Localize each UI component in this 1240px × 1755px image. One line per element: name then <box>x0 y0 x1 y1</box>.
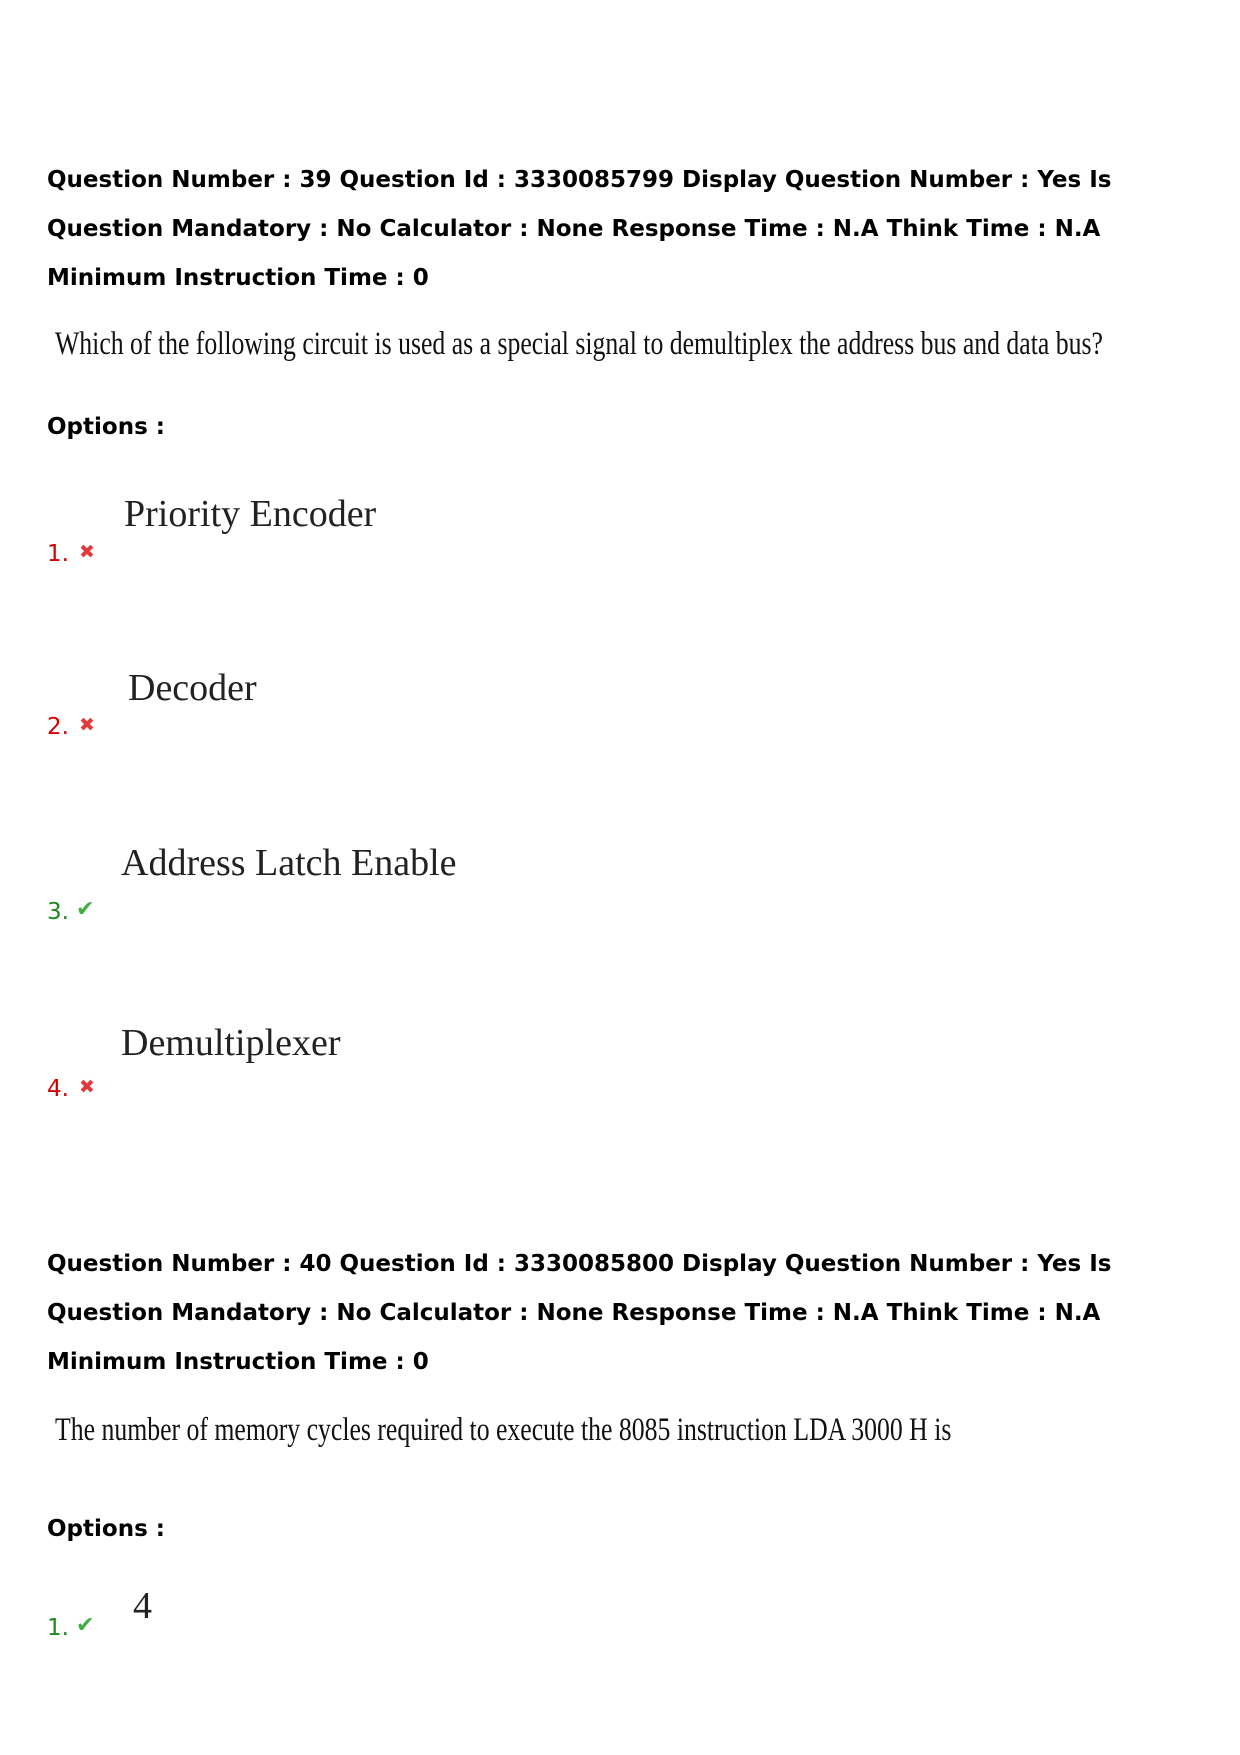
option-text: Address Latch Enable <box>121 842 457 884</box>
check-icon: ✔ <box>76 1613 95 1638</box>
option-text: Priority Encoder <box>124 493 377 535</box>
option-text: Demultiplexer <box>121 1022 341 1064</box>
question-39-meta: Question Number : 39 Question Id : 3330085799 Display Question Number : Yes Is Question Mandatory : No Calculator : None Response Time : N.A Think Time : N.A Minimum Instruction Time : 0 <box>47 167 1112 291</box>
question-40-text: The number of memory cycles required to execute the 8085 instruction LDA 3000 H is <box>55 1412 952 1448</box>
check-icon: ✔ <box>76 897 95 922</box>
question-40-options-heading: Options : <box>47 1516 165 1542</box>
option-text: Decoder <box>128 667 257 709</box>
question-39-text: Which of the following circuit is used as a special signal to demultiplex the address bus and data bus? <box>55 326 1103 362</box>
question-40-meta: Question Number : 40 Question Id : 3330085800 Display Question Number : Yes Is Question Mandatory : No Calculator : None Response Time : N.A Think Time : N.A Minimum Instruction Time : 0 <box>47 1251 1112 1375</box>
cross-icon: ✖ <box>79 1076 95 1098</box>
question-39-options-heading: Options : <box>47 414 165 440</box>
option-number: 2. <box>47 714 69 740</box>
cross-icon: ✖ <box>79 541 95 563</box>
option-number: 4. <box>47 1076 69 1102</box>
option-number: 1. <box>47 541 69 567</box>
option-number: 3. <box>47 899 69 925</box>
option-number: 1. <box>47 1615 69 1641</box>
option-text: 4 <box>133 1585 152 1627</box>
cross-icon: ✖ <box>79 714 95 736</box>
